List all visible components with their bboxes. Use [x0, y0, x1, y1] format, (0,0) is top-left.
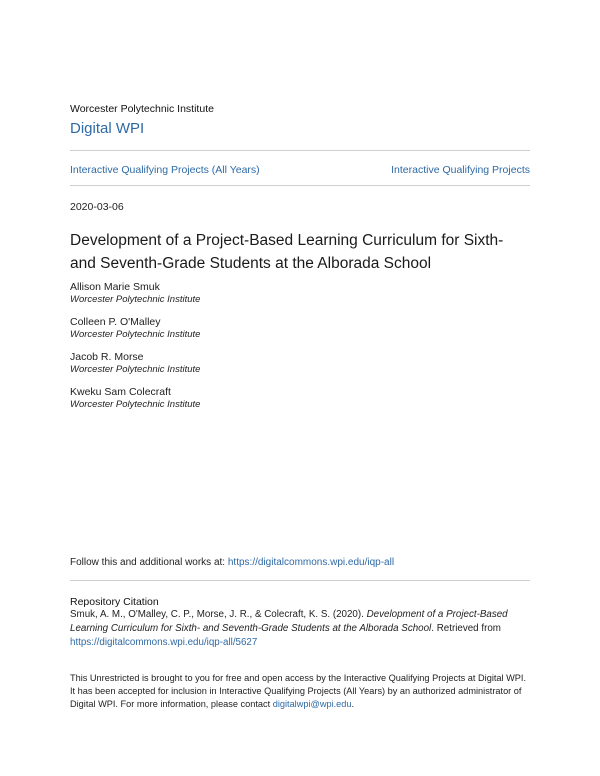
author-entry: [70, 281, 530, 306]
publication-date: 2020-03-06: [70, 201, 124, 213]
citation-text: [70, 608, 530, 650]
divider: [70, 185, 530, 186]
follow-text: Follow this and additional works at:: [70, 557, 228, 568]
citation-retrieved: . Retrieved from: [431, 623, 501, 634]
author-entry: [70, 351, 530, 376]
author-name: Jacob R. Morse: [70, 351, 144, 363]
collection-url-link[interactable]: https://digitalcommons.wpi.edu/iqp-all: [227, 557, 395, 568]
author-list: [70, 281, 530, 421]
author-affiliation: Worcester Polytechnic Institute: [70, 399, 201, 410]
citation-title: Development of a Project-Based Learning Curriculum for Sixth- and Seventh-Grade Students at the Alborada School: [70, 609, 508, 634]
citation-authors: Smuk, A. M., O'Malley, C. P., Morse, J. R., & Colecraft, K. S. (2020).: [70, 609, 367, 620]
author-name: Allison Marie Smuk: [70, 281, 160, 293]
divider: [70, 150, 530, 151]
author-entry: [70, 316, 530, 341]
notice-end: .: [351, 698, 355, 709]
document-title: [70, 229, 540, 275]
author-name: Colleen P. O'Malley: [70, 316, 161, 328]
title-line: Development of a Project-Based Learning Curriculum for Sixth-: [70, 232, 504, 249]
repository-citation-heading: Repository Citation: [70, 596, 159, 608]
notice-text: This Unrestricted is brought to you for free and open access by the Interactive Qualifying Projects at Digital WPI. It has been accepted for inclusion in Interactive Qualifying Projects (All Years) by an authorized administrator of Digital WPI. For more information, please contact: [70, 673, 527, 709]
site-name-link[interactable]: Digital WPI: [70, 120, 145, 137]
institution-name: Worcester Polytechnic Institute: [70, 103, 214, 115]
contact-email-link[interactable]: digitalwpi@wpi.edu: [272, 698, 352, 709]
citation-url-link[interactable]: https://digitalcommons.wpi.edu/iqp-all/5627: [70, 637, 258, 648]
access-notice: [70, 672, 532, 710]
follow-line: [70, 557, 394, 568]
author-affiliation: Worcester Polytechnic Institute: [70, 294, 201, 305]
author-affiliation: Worcester Polytechnic Institute: [70, 329, 201, 340]
divider: [70, 580, 530, 581]
collection-link-all-years[interactable]: Interactive Qualifying Projects (All Years): [70, 164, 260, 176]
title-line: and Seventh-Grade Students at the Alborada School: [70, 255, 432, 272]
author-affiliation: Worcester Polytechnic Institute: [70, 364, 201, 375]
collection-link-iqp[interactable]: Interactive Qualifying Projects: [391, 164, 530, 176]
author-name: Kweku Sam Colecraft: [70, 386, 171, 398]
author-entry: [70, 386, 530, 411]
